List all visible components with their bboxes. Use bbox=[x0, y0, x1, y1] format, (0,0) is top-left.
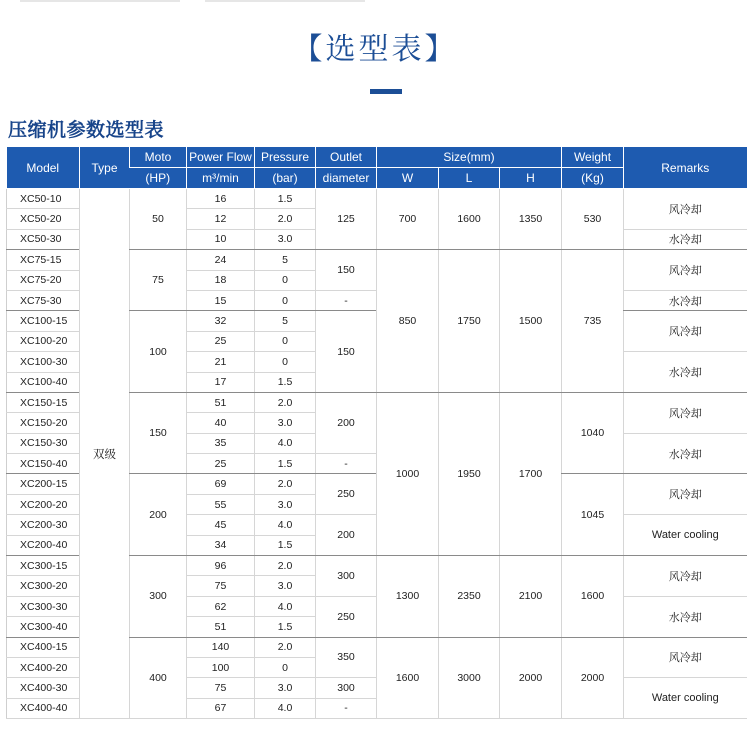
outlet-cell: 200 bbox=[316, 515, 377, 556]
remarks-cell: 水冷却 bbox=[624, 229, 747, 249]
size-h-cell: 1700 bbox=[500, 392, 562, 555]
model-cell: XC100-15 bbox=[7, 311, 80, 331]
flow-cell: 45 bbox=[187, 515, 255, 535]
model-cell: XC300-40 bbox=[7, 617, 80, 637]
size-w-cell: 1000 bbox=[377, 392, 439, 555]
header-outlet-sub: diameter bbox=[316, 168, 377, 189]
remarks-cell: 风冷却 bbox=[624, 556, 747, 597]
pressure-cell: 4.0 bbox=[255, 433, 316, 453]
flow-cell: 96 bbox=[187, 556, 255, 576]
flow-cell: 10 bbox=[187, 229, 255, 249]
flow-cell: 24 bbox=[187, 250, 255, 270]
model-cell: XC150-30 bbox=[7, 433, 80, 453]
pressure-cell: 5 bbox=[255, 250, 316, 270]
outlet-cell: 125 bbox=[316, 189, 377, 250]
pressure-cell: 2.0 bbox=[255, 392, 316, 412]
flow-cell: 40 bbox=[187, 413, 255, 433]
model-cell: XC150-40 bbox=[7, 454, 80, 474]
header-size-l: L bbox=[439, 168, 500, 189]
model-cell: XC300-15 bbox=[7, 556, 80, 576]
outlet-cell: 150 bbox=[316, 311, 377, 393]
pressure-cell: 3.0 bbox=[255, 413, 316, 433]
weight-cell: 735 bbox=[562, 250, 624, 393]
header-pressure-unit: (bar) bbox=[255, 168, 316, 189]
remarks-cell: 风冷却 bbox=[624, 250, 747, 291]
flow-cell: 18 bbox=[187, 270, 255, 290]
remarks-cell: 水冷却 bbox=[624, 433, 747, 474]
remarks-cell: 风冷却 bbox=[624, 311, 747, 352]
size-w-cell: 1300 bbox=[377, 556, 439, 638]
pressure-cell: 4.0 bbox=[255, 515, 316, 535]
flow-cell: 25 bbox=[187, 454, 255, 474]
flow-cell: 67 bbox=[187, 698, 255, 718]
top-divider-right bbox=[205, 0, 365, 2]
header-size-h: H bbox=[500, 168, 562, 189]
header-flow-unit: m³/min bbox=[187, 168, 255, 189]
pressure-cell: 2.0 bbox=[255, 556, 316, 576]
remarks-cell: 风冷却 bbox=[624, 189, 747, 230]
pressure-cell: 2.0 bbox=[255, 637, 316, 657]
title-underline bbox=[370, 89, 402, 94]
model-cell: XC200-40 bbox=[7, 535, 80, 555]
header-size-w: W bbox=[377, 168, 439, 189]
flow-cell: 21 bbox=[187, 352, 255, 372]
weight-cell: 2000 bbox=[562, 637, 624, 719]
weight-cell: 1040 bbox=[562, 392, 624, 474]
flow-cell: 75 bbox=[187, 576, 255, 596]
pressure-cell: 3.0 bbox=[255, 229, 316, 249]
size-l-cell: 1750 bbox=[439, 250, 500, 393]
size-w-cell: 850 bbox=[377, 250, 439, 393]
model-cell: XC400-15 bbox=[7, 637, 80, 657]
model-cell: XC100-20 bbox=[7, 331, 80, 351]
pressure-cell: 0 bbox=[255, 352, 316, 372]
moto-cell: 300 bbox=[130, 556, 187, 638]
pressure-cell: 3.0 bbox=[255, 494, 316, 514]
header-moto: Moto bbox=[130, 147, 187, 168]
outlet-cell: 300 bbox=[316, 678, 377, 698]
remarks-cell: 水冷却 bbox=[624, 290, 747, 310]
pressure-cell: 3.0 bbox=[255, 576, 316, 596]
outlet-cell: 200 bbox=[316, 392, 377, 453]
flow-cell: 51 bbox=[187, 392, 255, 412]
model-cell: XC100-30 bbox=[7, 352, 80, 372]
model-cell: XC75-20 bbox=[7, 270, 80, 290]
remarks-cell: 风冷却 bbox=[624, 392, 747, 433]
weight-cell: 1045 bbox=[562, 474, 624, 556]
remarks-cell: Water cooling bbox=[624, 515, 747, 556]
model-cell: XC300-20 bbox=[7, 576, 80, 596]
flow-cell: 100 bbox=[187, 657, 255, 677]
header-outlet: Outlet bbox=[316, 147, 377, 168]
size-l-cell: 2350 bbox=[439, 556, 500, 638]
model-cell: XC50-30 bbox=[7, 229, 80, 249]
outlet-cell: 300 bbox=[316, 556, 377, 597]
pressure-cell: 0 bbox=[255, 657, 316, 677]
size-h-cell: 1350 bbox=[500, 189, 562, 250]
flow-cell: 69 bbox=[187, 474, 255, 494]
pressure-cell: 1.5 bbox=[255, 454, 316, 474]
spec-table bbox=[6, 147, 747, 719]
pressure-cell: 2.0 bbox=[255, 209, 316, 229]
flow-cell: 140 bbox=[187, 637, 255, 657]
moto-cell: 100 bbox=[130, 311, 187, 393]
header-weight: Weight bbox=[562, 147, 624, 168]
model-cell: XC200-15 bbox=[7, 474, 80, 494]
model-cell: XC150-20 bbox=[7, 413, 80, 433]
type-cell: 双级 bbox=[80, 189, 130, 719]
size-h-cell: 1500 bbox=[500, 250, 562, 393]
moto-cell: 400 bbox=[130, 637, 187, 719]
weight-cell: 530 bbox=[562, 189, 624, 250]
pressure-cell: 5 bbox=[255, 311, 316, 331]
flow-cell: 25 bbox=[187, 331, 255, 351]
size-h-cell: 2100 bbox=[500, 556, 562, 638]
flow-cell: 16 bbox=[187, 189, 255, 209]
pressure-cell: 0 bbox=[255, 290, 316, 310]
model-cell: XC50-10 bbox=[7, 189, 80, 209]
moto-cell: 50 bbox=[130, 189, 187, 250]
size-l-cell: 1600 bbox=[439, 189, 500, 250]
top-divider-left bbox=[20, 0, 180, 2]
model-cell: XC75-30 bbox=[7, 290, 80, 310]
pressure-cell: 1.5 bbox=[255, 617, 316, 637]
model-cell: XC75-15 bbox=[7, 250, 80, 270]
outlet-cell: 150 bbox=[316, 250, 377, 291]
remarks-cell: Water cooling bbox=[624, 678, 747, 719]
flow-cell: 35 bbox=[187, 433, 255, 453]
pressure-cell: 0 bbox=[255, 270, 316, 290]
outlet-cell: - bbox=[316, 698, 377, 718]
flow-cell: 12 bbox=[187, 209, 255, 229]
model-cell: XC300-30 bbox=[7, 596, 80, 616]
remarks-cell: 水冷却 bbox=[624, 596, 747, 637]
header-size: Size(mm) bbox=[377, 147, 562, 168]
moto-cell: 75 bbox=[130, 250, 187, 311]
size-h-cell: 2000 bbox=[500, 637, 562, 719]
table-row bbox=[7, 189, 747, 209]
outlet-cell: 250 bbox=[316, 596, 377, 637]
weight-cell: 1600 bbox=[562, 556, 624, 638]
pressure-cell: 4.0 bbox=[255, 698, 316, 718]
flow-cell: 62 bbox=[187, 596, 255, 616]
header-type: Type bbox=[80, 147, 130, 189]
remarks-cell: 风冷却 bbox=[624, 637, 747, 678]
size-w-cell: 1600 bbox=[377, 637, 439, 719]
flow-cell: 51 bbox=[187, 617, 255, 637]
model-cell: XC400-30 bbox=[7, 678, 80, 698]
outlet-cell: - bbox=[316, 454, 377, 474]
model-cell: XC100-40 bbox=[7, 372, 80, 392]
flow-cell: 75 bbox=[187, 678, 255, 698]
pressure-cell: 0 bbox=[255, 331, 316, 351]
remarks-cell: 水冷却 bbox=[624, 352, 747, 393]
flow-cell: 32 bbox=[187, 311, 255, 331]
size-w-cell: 700 bbox=[377, 189, 439, 250]
header-model: Model bbox=[7, 147, 80, 189]
flow-cell: 15 bbox=[187, 290, 255, 310]
outlet-cell: 350 bbox=[316, 637, 377, 678]
model-cell: XC400-20 bbox=[7, 657, 80, 677]
pressure-cell: 3.0 bbox=[255, 678, 316, 698]
model-cell: XC200-30 bbox=[7, 515, 80, 535]
size-l-cell: 1950 bbox=[439, 392, 500, 555]
section-title: 【选型表】 bbox=[292, 32, 458, 67]
model-cell: XC400-40 bbox=[7, 698, 80, 718]
pressure-cell: 1.5 bbox=[255, 189, 316, 209]
pressure-cell: 1.5 bbox=[255, 372, 316, 392]
header-moto-unit: (HP) bbox=[130, 168, 187, 189]
moto-cell: 150 bbox=[130, 392, 187, 474]
size-l-cell: 3000 bbox=[439, 637, 500, 719]
moto-cell: 200 bbox=[130, 474, 187, 556]
model-cell: XC50-20 bbox=[7, 209, 80, 229]
pressure-cell: 1.5 bbox=[255, 535, 316, 555]
header-weight-unit: (Kg) bbox=[562, 168, 624, 189]
header-pressure: Pressure bbox=[255, 147, 316, 168]
remarks-cell: 风冷却 bbox=[624, 474, 747, 515]
outlet-cell: 250 bbox=[316, 474, 377, 515]
flow-cell: 55 bbox=[187, 494, 255, 514]
flow-cell: 34 bbox=[187, 535, 255, 555]
header-flow: Power Flow bbox=[187, 147, 255, 168]
table-heading: 压缩机参数选型表 bbox=[8, 119, 165, 141]
header-remarks: Remarks bbox=[624, 147, 747, 189]
flow-cell: 17 bbox=[187, 372, 255, 392]
pressure-cell: 2.0 bbox=[255, 474, 316, 494]
model-cell: XC200-20 bbox=[7, 494, 80, 514]
pressure-cell: 4.0 bbox=[255, 596, 316, 616]
outlet-cell: - bbox=[316, 290, 377, 310]
model-cell: XC150-15 bbox=[7, 392, 80, 412]
